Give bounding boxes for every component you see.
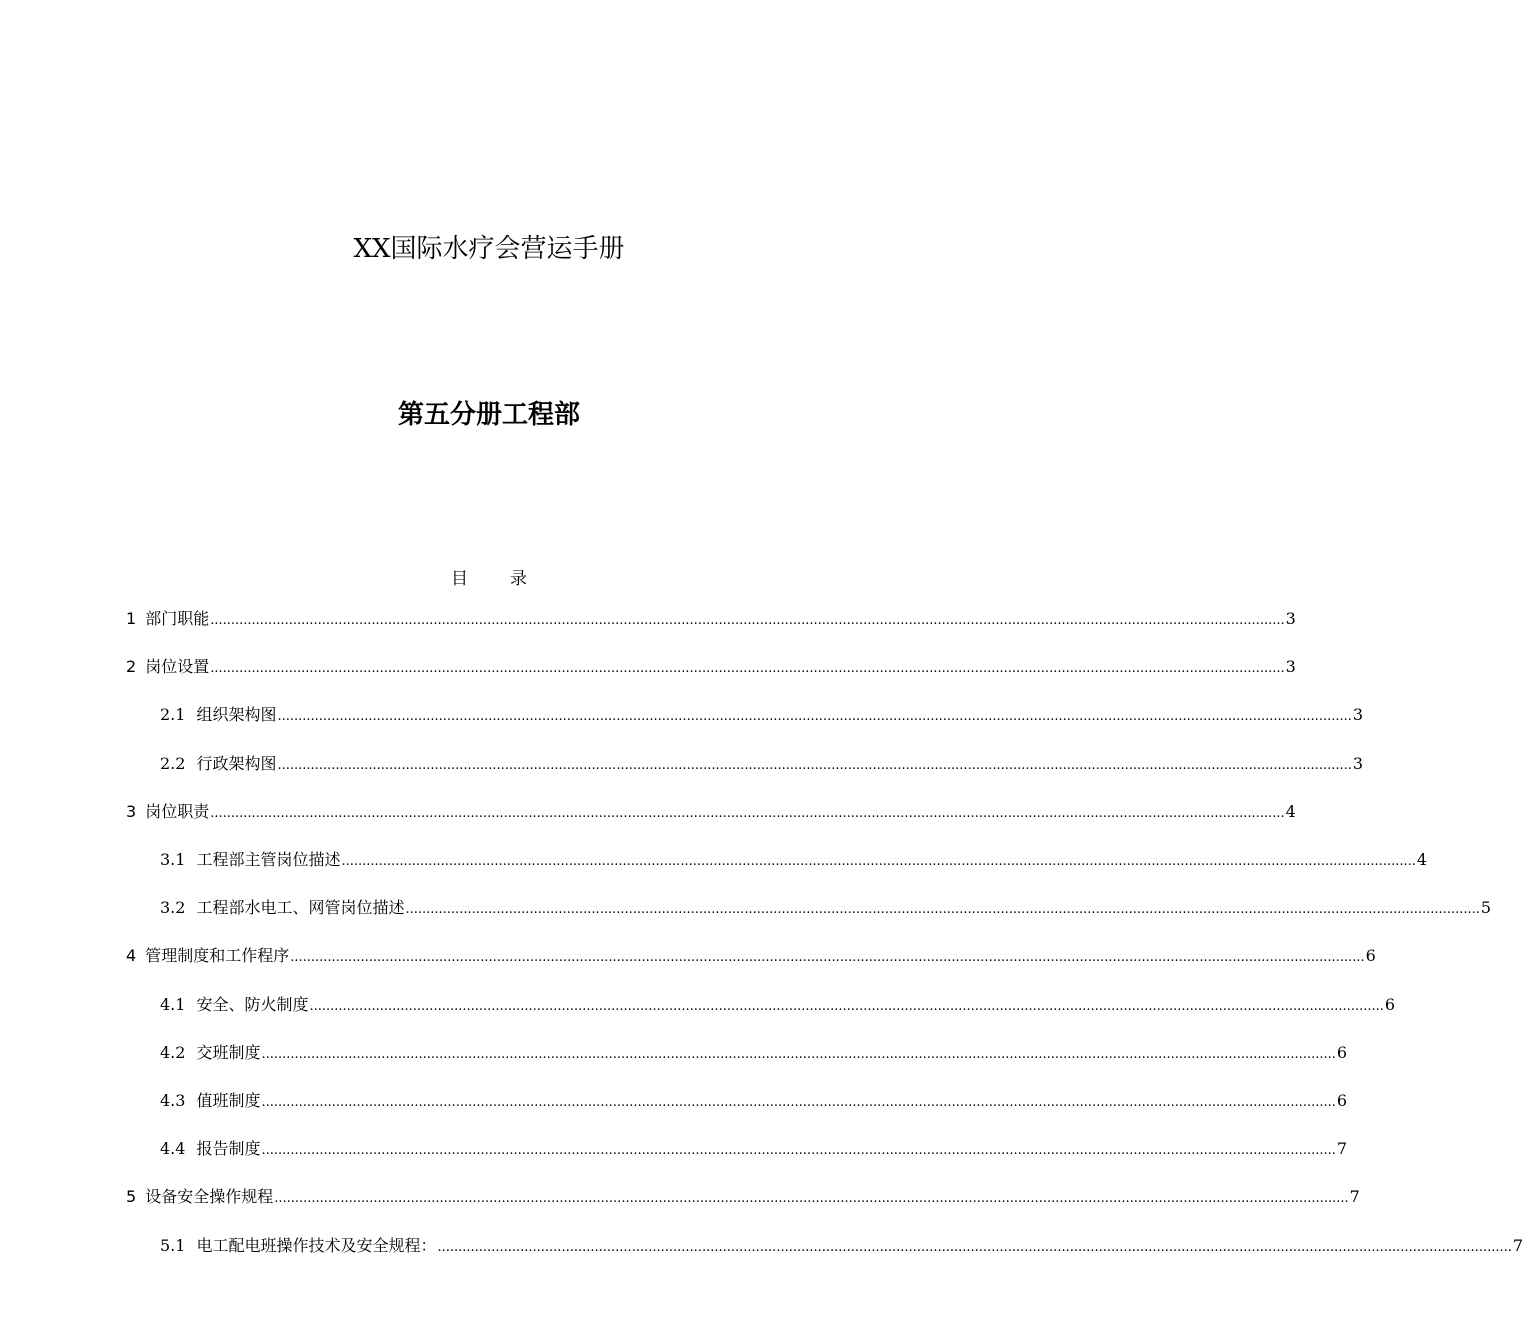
toc-entry-label: 电工配电班操作技术及安全规程： (196, 1235, 437, 1255)
toc-entry-label: 交班制度 (196, 1042, 261, 1062)
toc-heading (0, 564, 978, 589)
toc-entry-page-number: 3 (1285, 657, 1296, 677)
toc-entry-page-number: 7 (1336, 1139, 1348, 1159)
toc-dot-leader: .................................................................................................................................................................................................................................................................... (261, 1143, 1336, 1159)
toc-dot-leader: .................................................................................................................................................................................................................................................................... (210, 613, 1285, 628)
toc-entry[interactable] (126, 943, 1376, 973)
toc-entry-number: 2.1 (160, 705, 186, 725)
toc-dot-leader: .................................................................................................................................................................................................................................................................... (290, 950, 1365, 966)
toc-entry-label: 行政架构图 (196, 753, 277, 773)
document-title: XX国际水疗会营运手册 (353, 234, 625, 264)
toc-entry-page-number: 4 (1416, 850, 1428, 869)
toc-entry[interactable] (160, 847, 1428, 877)
toc-dot-leader: .................................................................................................................................................................................................................................................................... (261, 1095, 1336, 1110)
toc-entry-page-number: 6 (1336, 1042, 1348, 1062)
toc-entry-page-number: 6 (1365, 946, 1376, 966)
toc-entry[interactable] (126, 654, 1296, 684)
toc-entry[interactable] (160, 702, 1364, 732)
toc-entry-number: 2.2 (160, 753, 186, 773)
toc-entry[interactable] (126, 606, 1296, 636)
toc-dot-leader: .................................................................................................................................................................................................................................................................... (405, 902, 1480, 918)
toc-entry[interactable] (160, 1233, 1523, 1263)
toc-entry-page-number: 6 (1384, 994, 1396, 1014)
document-subtitle: 第五分册工程部 (397, 400, 580, 430)
toc-dot-leader: .................................................................................................................................................................................................................................................................... (341, 854, 1416, 869)
toc-entry-page-number: 3 (1285, 609, 1296, 628)
toc-entry[interactable] (160, 1040, 1348, 1070)
toc-entry-number: 4 (126, 946, 137, 966)
toc-entry[interactable] (160, 1136, 1348, 1166)
toc-dot-leader: .................................................................................................................................................................................................................................................................... (274, 1191, 1349, 1207)
toc-dot-leader: .................................................................................................................................................................................................................................................................... (210, 805, 1285, 821)
toc-dot-leader: .................................................................................................................................................................................................................................................................... (277, 757, 1352, 773)
toc-entry-number: 1 (126, 609, 137, 628)
toc-entry-label: 设备安全操作规程 (145, 1187, 274, 1207)
toc-entry-number: 3 (126, 801, 137, 821)
toc-entry-page-number: 7 (1512, 1235, 1523, 1255)
toc-entry-label: 岗位职责 (145, 801, 210, 821)
toc-entry-label: 组织架构图 (196, 705, 277, 725)
toc-dot-leader: .................................................................................................................................................................................................................................................................... (261, 1046, 1336, 1062)
toc-entry-page-number: 5 (1480, 898, 1492, 918)
toc-dot-leader: .................................................................................................................................................................................................................................................................... (277, 709, 1352, 725)
toc-heading-char-1: 目 (451, 569, 468, 589)
toc-entry-page-number: 4 (1285, 801, 1296, 821)
toc-entry[interactable] (160, 751, 1364, 781)
toc-entry-page-number: 7 (1349, 1187, 1360, 1207)
toc-entry-number: 5.1 (160, 1235, 186, 1255)
toc-entry-label: 岗位设置 (145, 657, 210, 677)
toc-entry-label: 管理制度和工作程序 (145, 946, 290, 966)
toc-entry[interactable] (126, 799, 1296, 829)
toc-dot-leader: .................................................................................................................................................................................................................................................................... (309, 998, 1384, 1014)
toc-dot-leader: .................................................................................................................................................................................................................................................................... (437, 1239, 1512, 1255)
toc-entry-page-number: 3 (1352, 753, 1364, 773)
toc-entry-label: 值班制度 (196, 1091, 261, 1110)
toc-entry-number: 4.3 (160, 1091, 186, 1110)
toc-entry[interactable] (160, 992, 1396, 1022)
toc-entry-label: 报告制度 (196, 1139, 261, 1159)
toc-dot-leader: .................................................................................................................................................................................................................................................................... (210, 661, 1285, 677)
toc-entry-label: 部门职能 (145, 609, 210, 628)
toc-heading-char-2: 录 (510, 569, 527, 589)
toc-entry[interactable] (160, 895, 1492, 925)
toc-entry-label: 工程部主管岗位描述 (196, 850, 341, 869)
toc-entry-number: 4.2 (160, 1042, 186, 1062)
toc-entry[interactable] (126, 1184, 1360, 1214)
toc-entry-number: 3.2 (160, 898, 186, 918)
toc-entry-number: 4.1 (160, 994, 186, 1014)
toc-entry-number: 3.1 (160, 850, 186, 869)
toc-entry-label: 工程部水电工、网管岗位描述 (196, 898, 405, 918)
toc-entry-number: 2 (126, 657, 137, 677)
toc-entry-label: 安全、防火制度 (196, 994, 309, 1014)
toc-entry-number: 4.4 (160, 1139, 186, 1159)
toc-entry[interactable] (160, 1088, 1348, 1118)
toc-entry-page-number: 3 (1352, 705, 1364, 725)
toc-entry-number: 5 (126, 1187, 137, 1207)
toc-entry-page-number: 6 (1336, 1091, 1348, 1110)
